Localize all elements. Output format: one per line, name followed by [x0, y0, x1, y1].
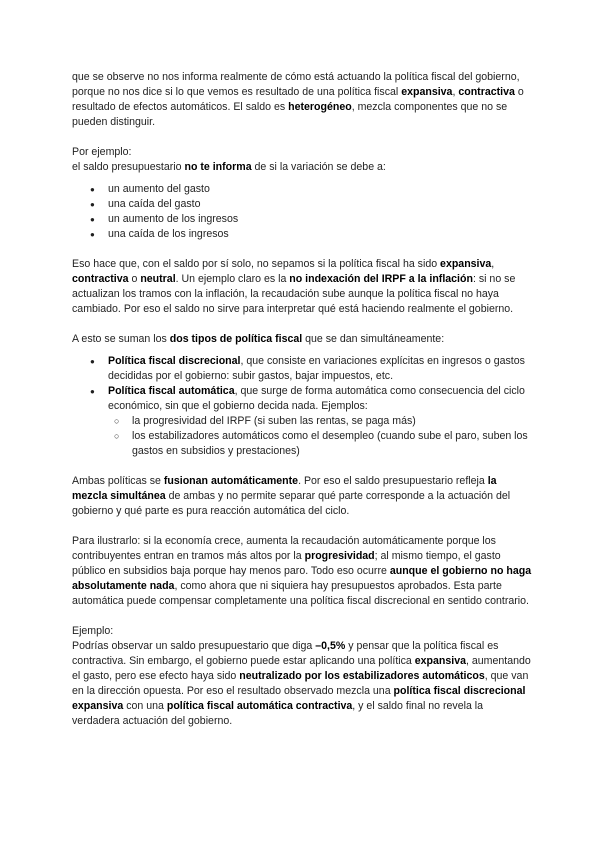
text-run: , — [491, 258, 495, 270]
bold-run: expansiva — [440, 258, 492, 270]
bold-run: heterogéneo — [288, 101, 352, 113]
bold-run: no indexación del IRPF a la inflación — [289, 273, 473, 285]
list-item-automatica — [108, 384, 532, 459]
sub-list-item: ○ la progresividad del IRPF (si suben las rentas, se paga más) — [132, 414, 532, 429]
bold-run: contractiva — [458, 86, 515, 98]
bold-run: expansiva — [414, 655, 467, 667]
text-run: de si la variación se debe a: — [251, 161, 386, 173]
text-run: que se observe no nos informa realmente de cómo está actuando la política fiscal del gobierno, porque no nos dice si lo que vemos es resultado de una política fiscal — [72, 71, 520, 98]
document-page — [72, 70, 532, 729]
text-run: Ambas políticas se — [72, 475, 164, 487]
bold-run: neutral — [140, 273, 176, 285]
text-run: y pensar que la política fiscal es contractiva. Sin embargo, el gobierno puede estar aplicando una política — [72, 640, 499, 667]
bold-run: aunque el gobierno no haga absolutamente nada — [72, 565, 532, 592]
text-run: , que surge de forma automática como consecuencia del ciclo económico, sin que el gobierno decida nada. Ejemplos: — [108, 385, 525, 412]
text-run: el saldo presupuestario — [72, 161, 185, 173]
fusion-paragraph — [72, 474, 532, 519]
text-run: : si no se actualizan los tramos con la inflación, la recaudación sube aunque la política fiscal no haya cambiado. Por eso el saldo no sirve para interpretar qué está haciendo realmente el gobierno. — [72, 273, 516, 315]
list-item-discrecional — [108, 354, 532, 384]
list-item: ● un aumento del gasto — [108, 182, 532, 197]
bold-run: neutralizado por los estabilizadores automáticos — [239, 670, 485, 682]
bold-run: contractiva — [72, 273, 129, 285]
list-item: ● un aumento de los ingresos — [108, 212, 532, 227]
example2-paragraph — [72, 639, 532, 729]
text-run: , mezcla componentes que no se pueden distinguir. — [72, 101, 508, 128]
text-run: con una — [123, 700, 167, 712]
bold-run: la mezcla simultánea — [72, 475, 497, 502]
text-run: . Por eso el saldo presupuestario refleja — [298, 475, 488, 487]
causes-list — [72, 182, 532, 242]
bold-run: Política fiscal automática — [108, 385, 235, 397]
bold-run: Política fiscal discrecional — [108, 355, 241, 367]
text-run: de ambas y no permite separar qué parte corresponde a la actuación del gobierno y qué parte es pura reacción automática del ciclo. — [72, 490, 511, 517]
sub-list-item: ○ los estabilizadores automáticos como el desempleo (cuando sube el paro, suben los gastos en subsidios y prestaciones) — [132, 429, 532, 459]
text-run: , que consiste en variaciones explícitas en ingresos o gastos decididas por el gobierno: subir gastos, bajar impuestos, etc. — [108, 355, 525, 382]
example2-heading: Ejemplo: — [72, 625, 114, 637]
list-item: ● una caída de los ingresos — [108, 227, 532, 242]
text-run: Podrías observar un saldo presupuestario que diga — [72, 640, 316, 652]
saldo-paragraph — [72, 257, 532, 317]
text-run: , — [452, 86, 459, 98]
text-run: , aumentando el gasto, pero ese efecto haya sido — [72, 655, 531, 682]
text-run: Para ilustrarlo: si la economía crece, aumenta la recaudación automáticamente porque los contribuyentes entran en tramos más altos por la — [72, 535, 496, 562]
text-run: A esto se suman los — [72, 333, 170, 345]
example-intro-line — [72, 160, 532, 175]
text-run: que se dan simultáneamente: — [302, 333, 445, 345]
example-heading: Por ejemplo: — [72, 146, 132, 158]
bold-run: política fiscal automática contractiva — [166, 700, 353, 712]
text-run: ; al mismo tiempo, el gasto público en subsidios baja porque hay menos paro. Todo eso ocurre — [72, 550, 501, 577]
policy-types-list — [72, 354, 532, 459]
text-run: Eso hace que, con el saldo por sí solo, no sepamos si la política fiscal ha sido — [72, 258, 441, 270]
types-intro-paragraph — [72, 332, 532, 347]
examples-sublist — [108, 414, 532, 459]
text-run: , y el saldo final no revela la verdadera actuación del gobierno. — [72, 700, 484, 727]
text-run: . Un ejemplo claro es la — [175, 273, 290, 285]
illustration-paragraph — [72, 534, 532, 609]
bold-run: progresividad — [304, 550, 375, 562]
text-run: , como ahora que ni siquiera hay presupuestos aprobados. Esta parte automática puede compensar completamente una política fiscal discrecional en sentido contrario. — [72, 580, 529, 607]
list-item: ● una caída del gasto — [108, 197, 532, 212]
text-run: o — [128, 273, 141, 285]
text-run: o resultado de efectos automáticos. El saldo es — [72, 86, 524, 113]
bold-run: dos tipos de política fiscal — [169, 333, 303, 345]
bold-run: expansiva — [401, 86, 453, 98]
bold-run: –0,5% — [315, 640, 346, 652]
bold-run: no te informa — [184, 161, 252, 173]
text-run: , que van en la dirección opuesta. Por eso el resultado observado mezcla una — [72, 670, 529, 697]
intro-paragraph — [72, 70, 532, 130]
bold-run: fusionan automáticamente — [163, 475, 299, 487]
bold-run: política fiscal discrecional expansiva — [72, 685, 526, 712]
